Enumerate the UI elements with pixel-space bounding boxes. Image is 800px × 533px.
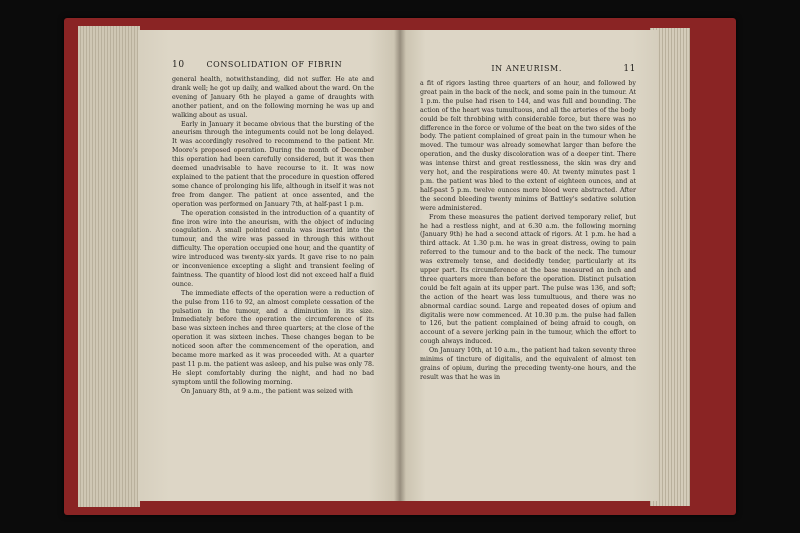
left-page-header (172, 60, 374, 70)
paragraph: Early in January it became obvious that the bursting of the aneurism through the integuments could not be long delayed. It was accordingly resolved to recommend to the patient Mr. Moore's proposed operation. During the month of December this operation had been carefully considered, but it was then deemed unadvisable to have recourse to it. It was now explained to the patient that the procedure in question offered some chance of prolonging his life, although in itself it was not free from danger. The patient at once assented, and the operation was performed on January 7th, at half-past 1 p.m. (172, 120, 374, 208)
page-edges-left (78, 26, 140, 507)
left-page-number: 10 (172, 60, 185, 70)
paragraph: a fit of rigors lasting three quarters of an hour, and followed by great pain in the back of the neck, and some pain in the tumour. At 1 p.m. the pulse had risen to 144, and was full and bounding. The action of the heart was tumultuous, and all the arteries of the body could be felt throbbing with considerable force, but there was no difference in the force or volume of the beat on the two sides of the body. The patient complained of great pain in the tumour when he moved. The tumour was already somewhat larger than before the operation, and the dusky discoloration was of a deeper tint. There was intense thirst and great restlessness, the skin was dry and very hot, and the respirations were 40. At twenty minutes past 1 p.m. the patient was bled to the extent of eighteen ounces, and at half-past 5 p.m. twelve ounces more blood were abstracted. After the second bleeding twenty minims of Battley's sedative solution were administered. (420, 80, 637, 212)
paragraph: On January 10th, at 10 a.m., the patient had taken seventy three minims of tincture of digitalis, and the equivalent of almost ten grains of opium, during the preceding twenty-one hours, and the result was that he was in (420, 347, 636, 381)
paragraph: On January 8th, at 9 a.m., the patient was seized with (181, 387, 353, 395)
right-page-header (420, 64, 636, 74)
right-page-number: 11 (623, 64, 636, 74)
right-page-text (420, 80, 636, 383)
book-gutter (394, 30, 406, 501)
paragraph: The immediate effects of the operation were a reduction of the pulse from 116 to 92, an almost complete cessation of the pulsation in the tumour, and a diminution in its size. Immediately before the operation the circumference of its base was sixteen inches and three quarters; at the close of the operation it was sixteen inches. These changes began to be noticed soon after the commencement of the operation, and became more marked as it was proceeded with. At a quarter past 11 p.m. the patient was asleep, and his pulse was only 78. He slept comfortably during the night, and had no bad symptom until the following morning. (172, 289, 374, 386)
paragraph: general health, notwithstanding, did not suffer. He ate and drank well; he got up daily, and walked about the ward. On the evening of January 6th he played a game of draughts with another patient, and on the following morning he was up and walking about as usual. (172, 76, 374, 119)
left-page (138, 30, 400, 501)
paragraph: From these measures the patient derived temporary relief, but he had a restless night, and at 6.30 a.m. the following morning (January 9th) he had a second attack of rigors. At 1 p.m. he had a third attack. At 1.30 p.m. he was in great distress, owing to pain referred to the tumour and to the back of the neck. The tumour was extremely tense, and decidedly tender, particularly at its upper part. Its circumference at the base measured an inch and three quarters more than before the operation. Distinct pulsation could be felt again at its upper part. The pulse was 136, and soft; the action of the heart was less tumultuous, and there was no abnormal cardiac sound. Large and repeated doses of opium and digitalis were now commenced. At 10.30 p.m. the pulse had fallen to 126, but the patient complained of being afraid to cough, on account of a severe jerking pain in the tumour, which the effort to cough always induced. (420, 213, 636, 346)
right-running-head: IN ANEURISM. (491, 64, 562, 73)
right-page (400, 30, 658, 501)
left-page-text (172, 76, 374, 397)
left-running-head: CONSOLIDATION OF FIBRIN (206, 60, 343, 69)
paragraph: The operation consisted in the introduction of a quantity of fine iron wire into the aneurism, with the object of inducing coagulation. A small pointed canula was inserted into the tumour, and the wire was passed in through this without difficulty. The operation occupied one hour, and the quantity of wire introduced was twenty-six yards. It gave rise to no pain or inconvenience excepting a slight and transient feeling of faintness. The quantity of blood lost did not exceed half a fluid ounce. (172, 209, 374, 288)
